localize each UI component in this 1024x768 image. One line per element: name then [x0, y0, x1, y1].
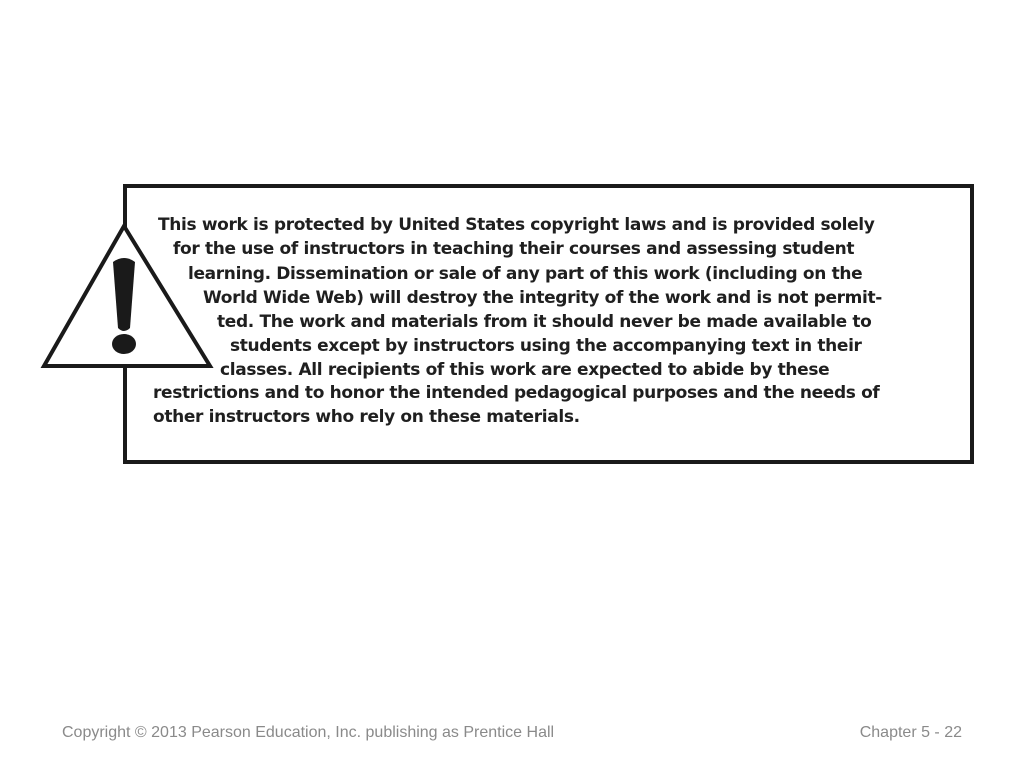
notice-line-1: This work is protected by United States copyright laws and is provided solely — [158, 215, 875, 235]
notice-line-7: classes. All recipients of this work are expected to abide by these — [220, 360, 830, 380]
notice-line-8: restrictions and to honor the intended pedagogical purposes and the needs of — [153, 383, 880, 403]
notice-line-3: learning. Dissemination or sale of any part of this work (including on the — [188, 264, 863, 284]
notice-line-6: students except by instructors using the accompanying text in their — [230, 336, 862, 356]
notice-text — [40, 178, 974, 470]
copyright-notice — [40, 178, 974, 470]
notice-line-9: other instructors who rely on these materials. — [153, 407, 580, 427]
notice-line-2: for the use of instructors in teaching their courses and assessing student — [173, 239, 855, 259]
notice-line-5: ted. The work and materials from it should never be made available to — [217, 312, 872, 332]
footer-copyright: Copyright © 2013 Pearson Education, Inc. publishing as Prentice Hall — [62, 724, 555, 741]
notice-line-4: World Wide Web) will destroy the integrity of the work and is not permit- — [203, 288, 883, 308]
footer-page-number: Chapter 5 - 22 — [859, 724, 962, 741]
